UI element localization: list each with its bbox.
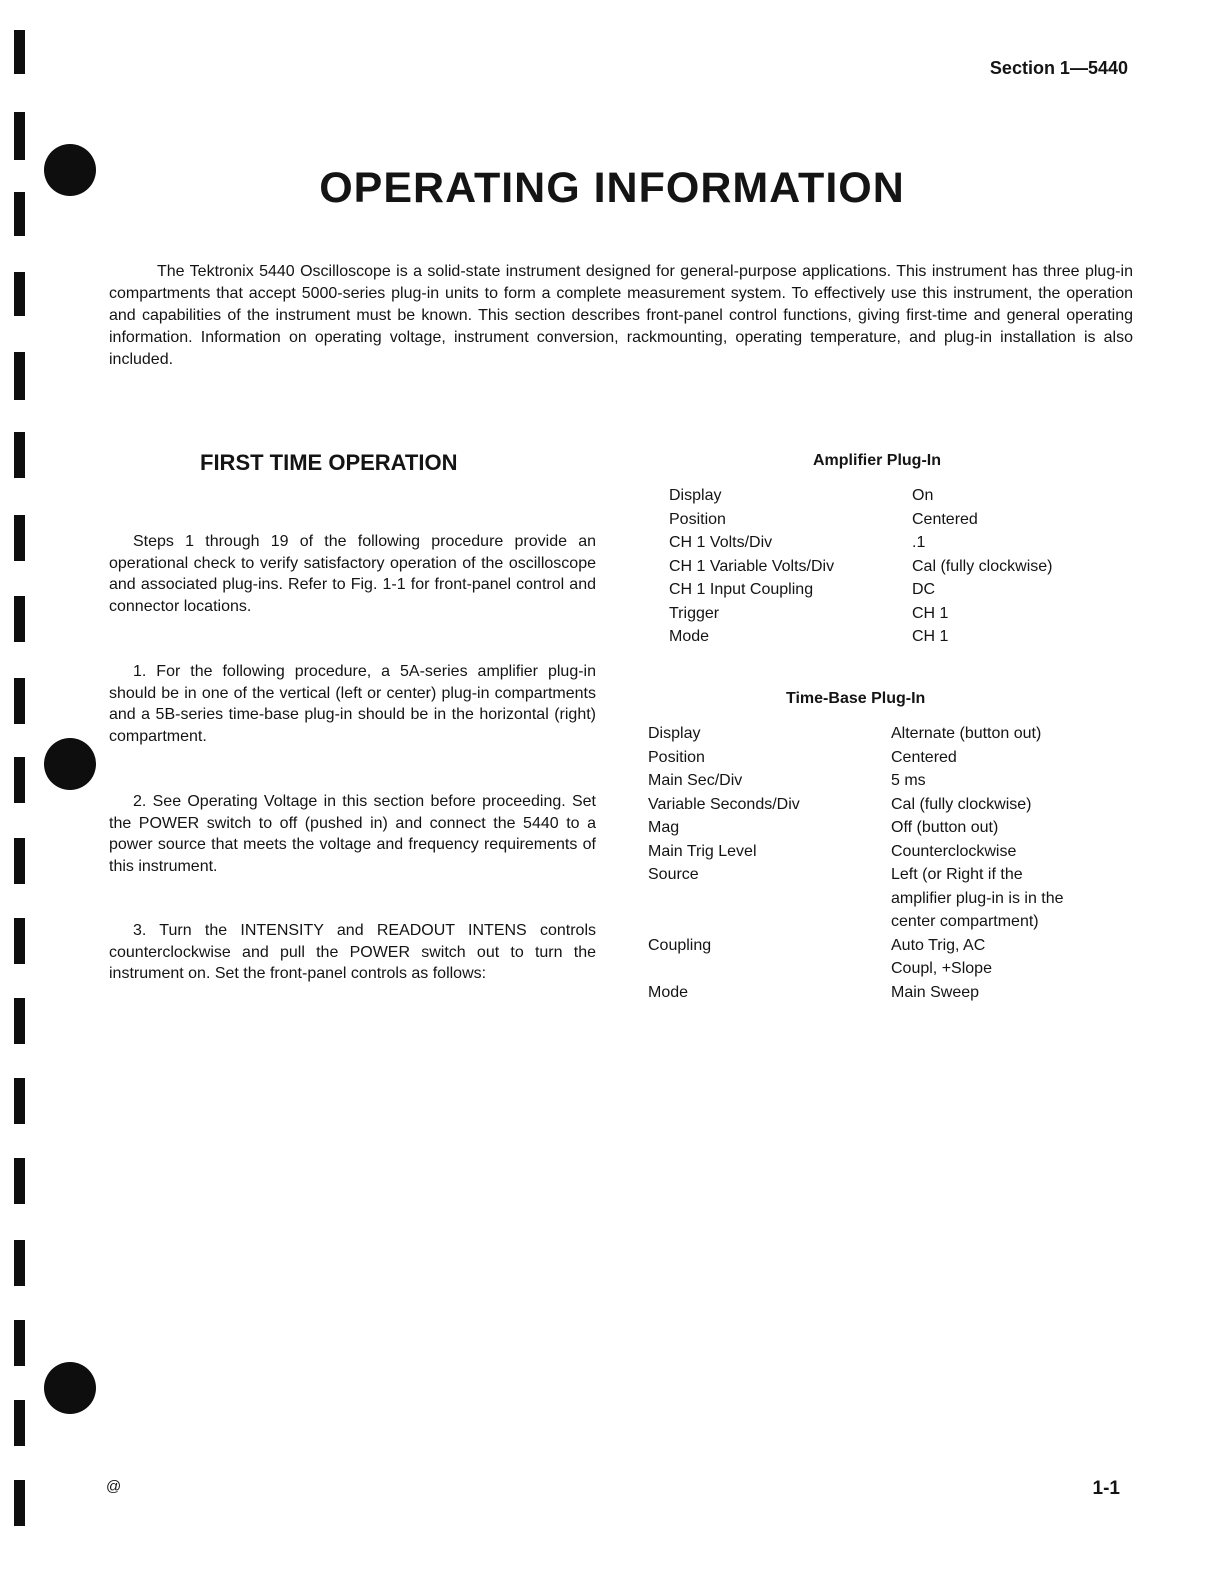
section-header: Section 1—5440 [989,58,1128,78]
timebase-table-title: Time-Base Plug-In [786,690,926,707]
binder-mark [14,272,25,316]
setting-value: center compartment) [891,913,1039,930]
binder-mark [14,1480,25,1526]
setting-name: Source [648,866,699,883]
binder-mark [14,998,25,1044]
setting-name: Mode [648,983,689,1001]
setting-name: Main Trig Level [648,842,757,860]
setting-name: Mode [669,628,710,645]
binder-mark [14,30,25,74]
setting-value: Counterclockwise [891,842,1017,860]
step-3-paragraph: 3. Turn the INTENSITY and READOUT INTENS controls counterclockwise and pull the POWER switch out to turn the instrument on. Set the front-panel controls as follows: [109,922,596,982]
punch-hole [44,738,96,790]
setting-value: Main Sweep [891,983,980,1001]
setting-value: On [912,487,934,504]
binder-mark [14,596,25,642]
setting-value: Cal (fully clockwise) [912,557,1053,575]
binder-mark [14,352,25,400]
setting-value: 5 ms [891,772,926,789]
setting-name: Display [669,487,722,504]
binder-mark [14,515,25,561]
step-1-paragraph: 1. For the following procedure, a 5A-series amplifier plug-in should be in one of the vertical (left or center) plug-in compartments and a 5B-series time-base plug-in should be in the horizontal (right) compartment. [109,663,596,745]
setting-value: amplifier plug-in is in the [891,889,1064,907]
punch-hole [44,1362,96,1414]
binder-mark [14,918,25,964]
binder-mark [14,1400,25,1446]
setting-name: Main Sec/Div [648,772,743,789]
amplifier-settings-table [669,484,1109,654]
binder-mark [14,1240,25,1286]
amplifier-table-title: Amplifier Plug-In [813,452,941,469]
setting-value: Centered [891,748,957,766]
setting-name: Trigger [669,604,720,622]
setting-name: Coupling [648,936,712,954]
binder-mark [14,1320,25,1366]
step-2-paragraph: 2. See Operating Voltage in this section before proceeding. Set the POWER switch to off (pushed in) and connect the 5440 to a power source that meets the voltage and frequency requirements of this instrument. [109,793,596,875]
binder-mark [14,838,25,884]
setting-value: Coupl, +Slope [891,960,992,977]
setting-value: DC [912,581,936,598]
footer-mark: @ [106,1478,122,1495]
page-title: OPERATING INFORMATION [319,164,905,212]
setting-value: Centered [912,510,978,528]
binder-mark [14,678,25,724]
setting-value: CH 1 [912,604,949,622]
binder-mark [14,432,25,478]
binder-mark [14,112,25,160]
binder-mark [14,1158,25,1204]
timebase-settings-table [648,722,1128,1012]
first-time-heading: FIRST TIME OPERATION [200,450,458,475]
setting-name: Display [648,725,701,742]
setting-value: Left (or Right if the [891,866,1023,883]
setting-value: Auto Trig, AC [891,936,986,954]
setting-name: Mag [648,819,680,836]
setting-value: .1 [912,534,926,551]
setting-value: Alternate (button out) [891,725,1042,742]
setting-value: Off (button out) [891,819,999,836]
page-number: 1-1 [1092,1478,1120,1499]
setting-name: CH 1 Variable Volts/Div [669,557,835,575]
setting-name: Position [648,748,705,766]
binder-mark [14,757,25,803]
setting-value: Cal (fully clockwise) [891,795,1032,813]
setting-name: Variable Seconds/Div [648,795,800,813]
setting-name: Position [669,510,726,528]
intro-paragraph: The Tektronix 5440 Oscilloscope is a solid-state instrument designed for general-purpose applications. This instrument has three plug-in compartments that accept 5000-series plug-in units to form a complete measurement system. To effectively use this instrument, the operation and capabilities of the instrument must be known. This section describes front-panel control functions, giving first-time and general operating information. Information on operating voltage, instrument conversion, rackmounting, operating temperature, and plug-in installation is also included. [109,263,1133,368]
steps-intro-paragraph: Steps 1 through 19 of the following procedure provide an operational check to verify satisfactory operation of the oscilloscope and associated plug-ins. Refer to Fig. 1-1 for front-panel control and connector locations. [109,533,596,615]
setting-value: CH 1 [912,628,949,645]
binder-mark [14,1078,25,1124]
setting-name: CH 1 Volts/Div [669,534,773,551]
setting-name: CH 1 Input Coupling [669,581,814,598]
